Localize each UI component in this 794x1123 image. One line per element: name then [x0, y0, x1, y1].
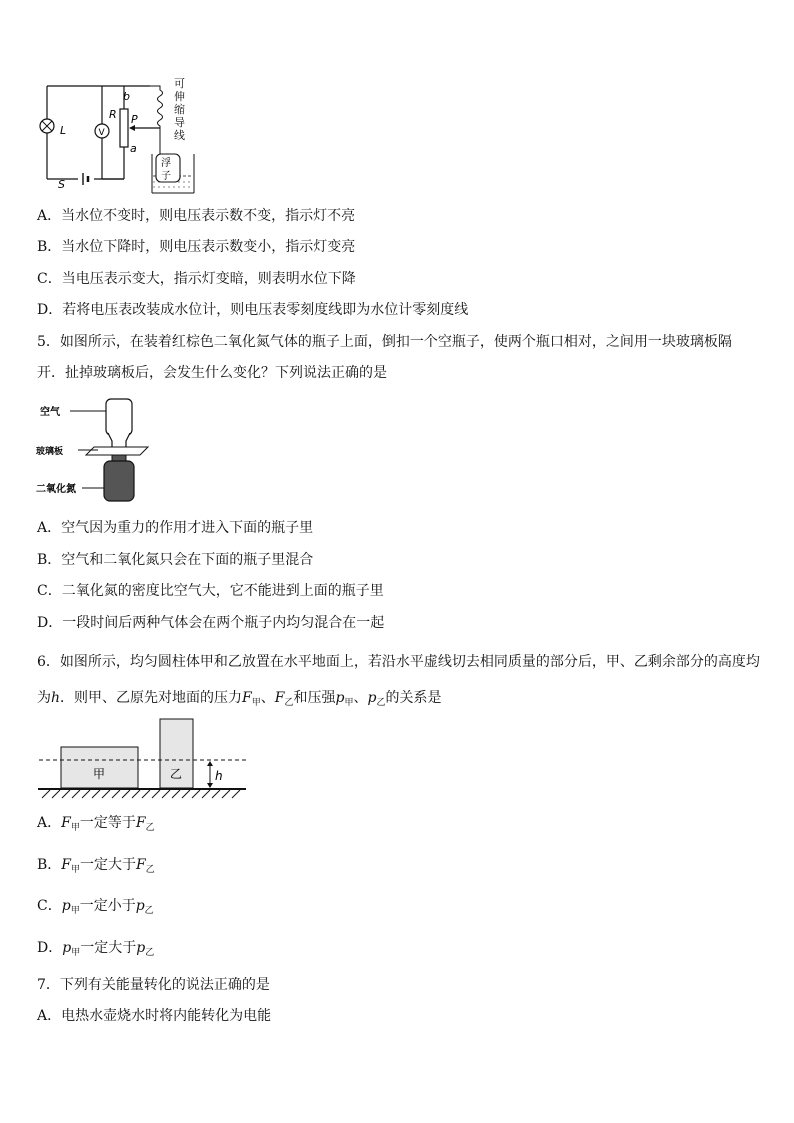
q6-stem-line1: 6．如图所示，均匀圆柱体甲和乙放置在水平地面上，若沿水平虚线切去相同质量的部分后，甲、乙剩余部分的高度均 [37, 654, 760, 670]
q6-stem-line2 [37, 689, 441, 712]
var-F: F [135, 815, 146, 831]
q7-option-a: A．电热水壶烧水时将内能转化为电能 [37, 1008, 272, 1024]
option-text: 一定大于 [80, 940, 137, 956]
q6-option-b [37, 856, 155, 879]
sub-yi: 乙 [284, 698, 294, 708]
label-b: b [123, 90, 130, 103]
label-S: S [58, 178, 65, 191]
var-p: p [136, 940, 146, 956]
float-label-1: 浮 [161, 158, 171, 169]
q4-option-b: B．当水位下降时，则电压表示数变小，指示灯变亮 [37, 239, 356, 255]
q4-option-a: A．当水位不变时，则电压表示数不变，指示灯不亮 [37, 208, 356, 224]
sep: 、 [353, 690, 368, 706]
wire-label-char: 伸 [174, 90, 185, 103]
sub-jia: 甲 [71, 948, 81, 958]
option-letter: D． [37, 940, 63, 956]
var-h: h [51, 690, 61, 706]
var-F: F [274, 690, 285, 706]
sub-yi: 乙 [376, 698, 386, 708]
sub-jia: 甲 [70, 906, 80, 916]
var-F: F [61, 815, 71, 831]
option-text: 一定大于 [80, 857, 137, 873]
q5-stem-line2: 开．扯掉玻璃板后，会发生什么变化？下列说法正确的是 [37, 365, 387, 381]
q6-option-c [37, 897, 154, 920]
var-p: p [135, 898, 145, 914]
var-p: p [367, 690, 377, 706]
label-glass: 玻璃板 [36, 447, 64, 457]
label-R: R [109, 108, 117, 121]
sub-yi: 乙 [145, 865, 155, 875]
label-L: L [60, 124, 67, 137]
sub-jia: 甲 [344, 698, 354, 708]
sub-yi: 乙 [144, 906, 154, 916]
wire-label-char: 可 [174, 77, 185, 90]
q6-text: 和压强 [293, 690, 336, 706]
label-no2: 二氧化氮 [36, 484, 76, 495]
wire-label-char: 线 [174, 129, 185, 142]
option-letter: C． [37, 898, 62, 914]
label-P: P [131, 113, 138, 126]
q6-text: 为 [37, 690, 51, 706]
sub-yi: 乙 [145, 948, 155, 958]
label-jia: 甲 [93, 767, 106, 781]
q5-option-a: A．空气因为重力的作用才进入下面的瓶子里 [37, 520, 314, 536]
wire-label-char: 导 [174, 116, 185, 129]
q5-option-d: D．一段时间后两种气体会在两个瓶子内均匀混合在一起 [37, 615, 385, 631]
option-text: 一定等于 [79, 815, 136, 831]
float-label-2: 子 [161, 171, 171, 182]
sub-jia: 甲 [71, 865, 81, 875]
q5-option-b: B．空气和二氧化氮只会在下面的瓶子里混合 [37, 552, 314, 568]
q6-text: ．则甲、乙原先对地面的压力 [60, 690, 243, 706]
var-p: p [335, 690, 345, 706]
label-h: h [215, 769, 223, 783]
label-yi: 乙 [170, 767, 183, 781]
sep: 、 [260, 690, 275, 706]
q5-option-c: C．二氧化氮的密度比空气大，它不能进到上面的瓶子里 [37, 583, 384, 599]
label-V: V [98, 128, 105, 138]
var-p: p [62, 940, 72, 956]
option-letter: B． [37, 857, 62, 873]
q4-option-c: C．当电压表示变大，指示灯变暗，则表明水位下降 [37, 271, 356, 287]
q5-stem-line1: 5．如图所示，在装着红棕色二氧化氮气体的瓶子上面，倒扣一个空瓶子，使两个瓶口相对，之间用一块玻璃板隔 [37, 334, 732, 350]
wire-label [174, 77, 186, 142]
var-p: p [61, 898, 71, 914]
var-F: F [61, 857, 72, 873]
var-F: F [136, 857, 146, 873]
bottles-figure [36, 393, 166, 505]
q4-option-d: D．若将电压表改装成水位计，则电压表零刻度线即为水位计零刻度线 [37, 302, 469, 318]
sub-jia: 甲 [251, 698, 261, 708]
label-a: a [130, 142, 137, 155]
cylinders-figure [36, 716, 250, 800]
option-letter: A． [37, 815, 62, 831]
label-air: 空气 [40, 407, 60, 418]
q6-text: 的关系是 [385, 690, 442, 706]
option-text: 一定小于 [79, 898, 136, 914]
q6-option-d [37, 939, 154, 962]
var-F: F [242, 690, 252, 706]
circuit-figure [36, 76, 196, 194]
q7-stem: 7．下列有关能量转化的说法正确的是 [37, 977, 270, 993]
wire-label-char: 缩 [174, 103, 185, 116]
sub-jia: 甲 [70, 823, 80, 833]
q6-option-a [37, 814, 155, 837]
sub-yi: 乙 [145, 823, 155, 833]
